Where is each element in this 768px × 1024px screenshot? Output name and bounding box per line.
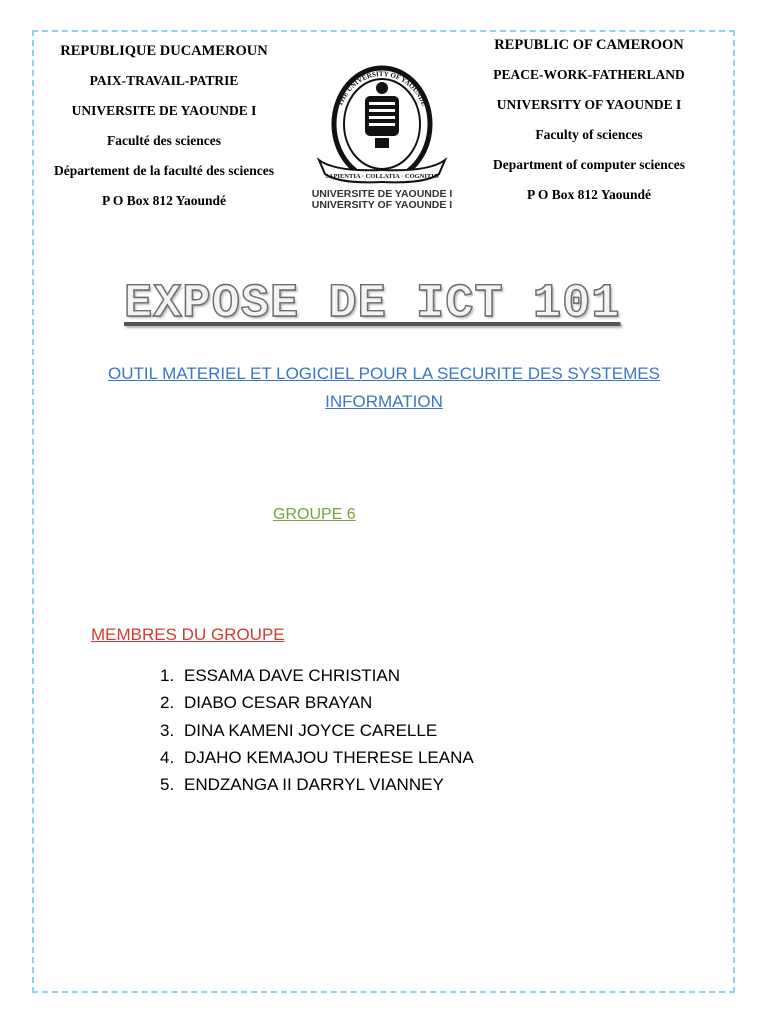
- header-en-university: UNIVERSITY OF YAOUNDE I: [496, 97, 682, 112]
- header-fr-address: P O Box 812 Yaoundé: [101, 193, 227, 208]
- header-fr-faculty: Faculté des sciences: [107, 133, 221, 148]
- list-item: [160, 744, 474, 771]
- document-subtitle: [100, 360, 668, 416]
- member-name: ENDZANGA II DARRYL VIANNEY: [184, 775, 444, 795]
- header-en-address: P O Box 812 Yaoundé: [526, 187, 652, 202]
- group-label: GROUPE 6: [273, 506, 356, 523]
- list-item: [160, 717, 474, 744]
- member-number: 5.: [160, 775, 175, 795]
- document-title: EXPOSE DE ICT 101: [124, 278, 621, 331]
- header-en-faculty: Faculty of sciences: [535, 127, 643, 142]
- header-fr-country: REPUBLIQUE DUCAMEROUN: [60, 43, 268, 59]
- list-item: [160, 662, 474, 689]
- header-fr-department: Département de la faculté des sciences: [53, 163, 275, 178]
- member-name: DINA KAMENI JOYCE CARELLE: [184, 720, 438, 740]
- header-en-country: REPUBLIC OF CAMEROON: [494, 37, 684, 53]
- member-number: 4.: [160, 747, 175, 767]
- member-number: 3.: [160, 720, 175, 740]
- seal-motto: SAPIENTIA · COLLATIA · COGNITIO: [325, 173, 439, 180]
- members-list: [160, 662, 474, 798]
- members-heading: MEMBRES DU GROUPE: [91, 625, 285, 644]
- member-number: 1.: [160, 666, 175, 685]
- seal-ring-text: THE UNIVERSITY OF YAOUNDE: [335, 69, 429, 108]
- member-number: 2.: [160, 693, 175, 713]
- list-item: [160, 689, 474, 716]
- member-name: DIABO CESAR BRAYAN: [184, 693, 373, 713]
- seal-name-en: UNIVERSITY OF YAOUNDE I: [311, 199, 453, 211]
- header-en-department: Department of computer sciences: [492, 157, 686, 172]
- header-english: [470, 30, 708, 210]
- subtitle-line-1: OUTIL MATERIEL ET LOGICIEL POUR LA SECURITE DES SYSTEMES: [107, 364, 660, 383]
- member-name: DJAHO KEMAJOU THERESE LEANA: [184, 747, 474, 767]
- header-french: [40, 36, 288, 216]
- member-name: ESSAMA DAVE CHRISTIAN: [184, 666, 401, 685]
- university-seal-logo: [305, 56, 457, 214]
- header-en-motto: PEACE-WORK-FATHERLAND: [493, 67, 685, 82]
- header-fr-motto: PAIX-TRAVAIL-PATRIE: [89, 73, 239, 88]
- header-fr-university: UNIVERSITE DE YAOUNDE I: [71, 103, 257, 118]
- list-item: [160, 771, 474, 798]
- seal-name-fr: UNIVERSITE DE YAOUNDE I: [311, 188, 453, 200]
- subtitle-line-2: INFORMATION: [325, 392, 443, 411]
